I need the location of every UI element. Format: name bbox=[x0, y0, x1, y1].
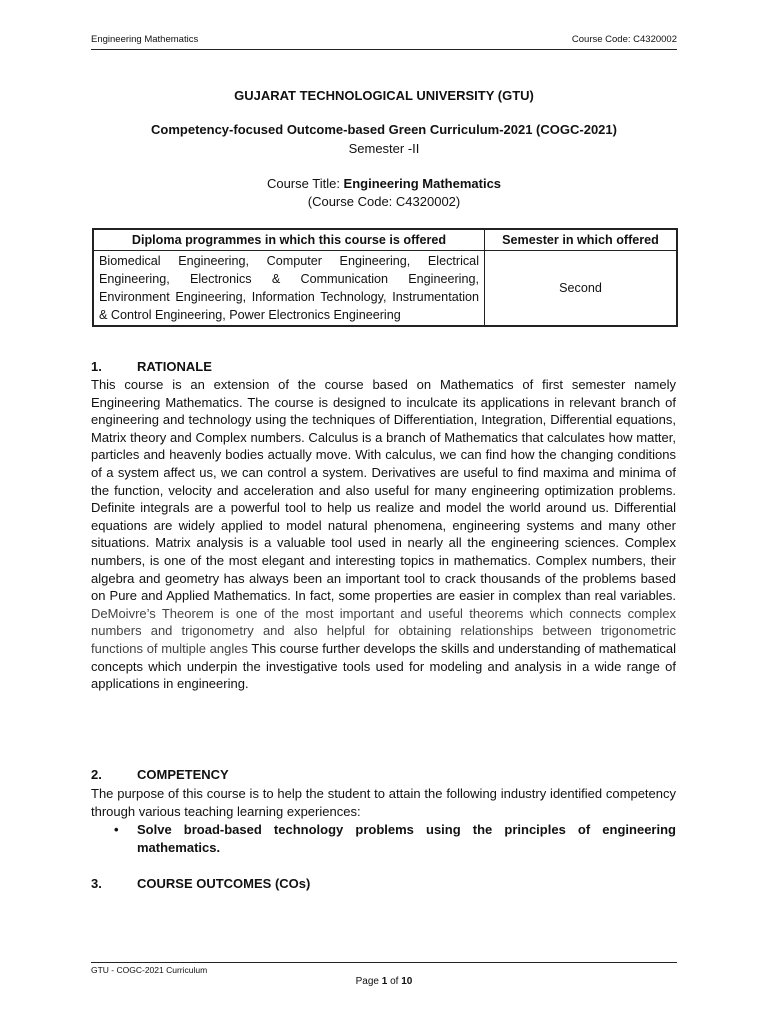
bullet-icon: • bbox=[114, 822, 119, 837]
header-rule bbox=[91, 49, 677, 50]
section-outcomes-heading bbox=[91, 876, 310, 891]
footer-rule bbox=[91, 962, 677, 963]
page-of: of bbox=[387, 976, 402, 987]
header-course-name: Engineering Mathematics bbox=[91, 34, 199, 45]
university-title: GUJARAT TECHNOLOGICAL UNIVERSITY (GTU) bbox=[234, 88, 534, 103]
competency-bullet-text: Solve broad-based technology problems using the principles of engineering mathematics. bbox=[137, 822, 676, 855]
rationale-text-3: This course further develops the skills and understanding of mathematical concepts which underpin the investigative tools used for modeling and analysis in a wide range of applications in engineering. bbox=[91, 640, 677, 692]
section-rationale-heading bbox=[91, 359, 212, 374]
course-title-label: Course Title: bbox=[266, 176, 344, 191]
rationale-text-1: This course is an extension of the course based on Mathematics of first semester namely Engineering Mathematics. The course is designed to inculcate its applications in relevant branch of engineering and technology using the techniques of Differentiation, Integration, Differential equations, Matrix theory and Complex numbers. Calculus is a branch of Mathematics that calculates how matter, particles and heavenly bodies actually move. With calculus, we can find how the changing conditions of a system affect us, we can control a system. Derivatives are useful to find maxima and minima of the function, velocity and acceleration and also useful for many engineering optimization problems. Definite integrals are a powerful tool to help us realize and model the world around us. Differential equations are widely applied to model natural phenomena, engineering systems and many other situations. Matrix analysis is a valuable tool used in nearly all the engineering sciences. Complex numbers, is one of the most elegant and interesting topics in mathematics. Complex numbers, their algebra and geometry has always been an important tool to crack thousands of the problems based on Pure and Applied Mathematics. In fact, some properties are easier in complex than real variables. bbox=[91, 377, 676, 604]
section-title: COURSE OUTCOMES (COs) bbox=[137, 876, 311, 891]
section-title: COMPETENCY bbox=[137, 767, 229, 782]
course-title: Engineering Mathematics bbox=[343, 176, 502, 191]
semester-cell: Second bbox=[485, 251, 678, 327]
curriculum-title: Competency-focused Outcome-based Green Curriculum-2021 (COGC-2021) bbox=[151, 122, 617, 137]
section-competency-heading bbox=[91, 767, 229, 782]
footer-curriculum: GTU - COGC-2021 Curriculum bbox=[91, 965, 208, 975]
page-current: 1 bbox=[381, 976, 388, 987]
table-row bbox=[93, 251, 677, 327]
programmes-table bbox=[92, 228, 678, 327]
section-title: RATIONALE bbox=[137, 359, 212, 374]
page-prefix: Page bbox=[355, 976, 382, 987]
programmes-cell: Biomedical Engineering, Computer Engineering, Electrical Engineering, Electronics & Communication Engineering, Environment Engineering, Information Technology, Instrumentation & Control Engineering, Power Electronics Engineering bbox=[93, 251, 485, 327]
table-header-semester: Semester in which offered bbox=[485, 229, 678, 251]
course-code-line: (Course Code: C4320002) bbox=[307, 194, 461, 209]
section-number: 1. bbox=[91, 359, 102, 374]
semester-line: Semester -II bbox=[348, 141, 420, 156]
page-total: 10 bbox=[401, 976, 413, 987]
rationale-paragraph bbox=[91, 376, 676, 693]
section-number: 2. bbox=[91, 767, 102, 782]
rationale-text-2: DeMoivre’s Theorem is one of the most important and useful theorems which connects complex numbers and trigonometry and also helpful for obtaining relationships between trigonometric functions of multiple angles bbox=[91, 605, 676, 656]
table-header-row bbox=[93, 229, 677, 251]
section-number: 3. bbox=[91, 876, 102, 891]
competency-bullet bbox=[114, 821, 676, 857]
course-title-line bbox=[91, 176, 677, 191]
competency-paragraph: The purpose of this course is to help the student to attain the following industry identified competency through various teaching learning experiences: bbox=[91, 786, 676, 819]
table-header-programmes: Diploma programmes in which this course is offered bbox=[93, 229, 485, 251]
header-course-code: Course Code: C4320002 bbox=[571, 34, 677, 45]
page-number bbox=[0, 976, 768, 987]
